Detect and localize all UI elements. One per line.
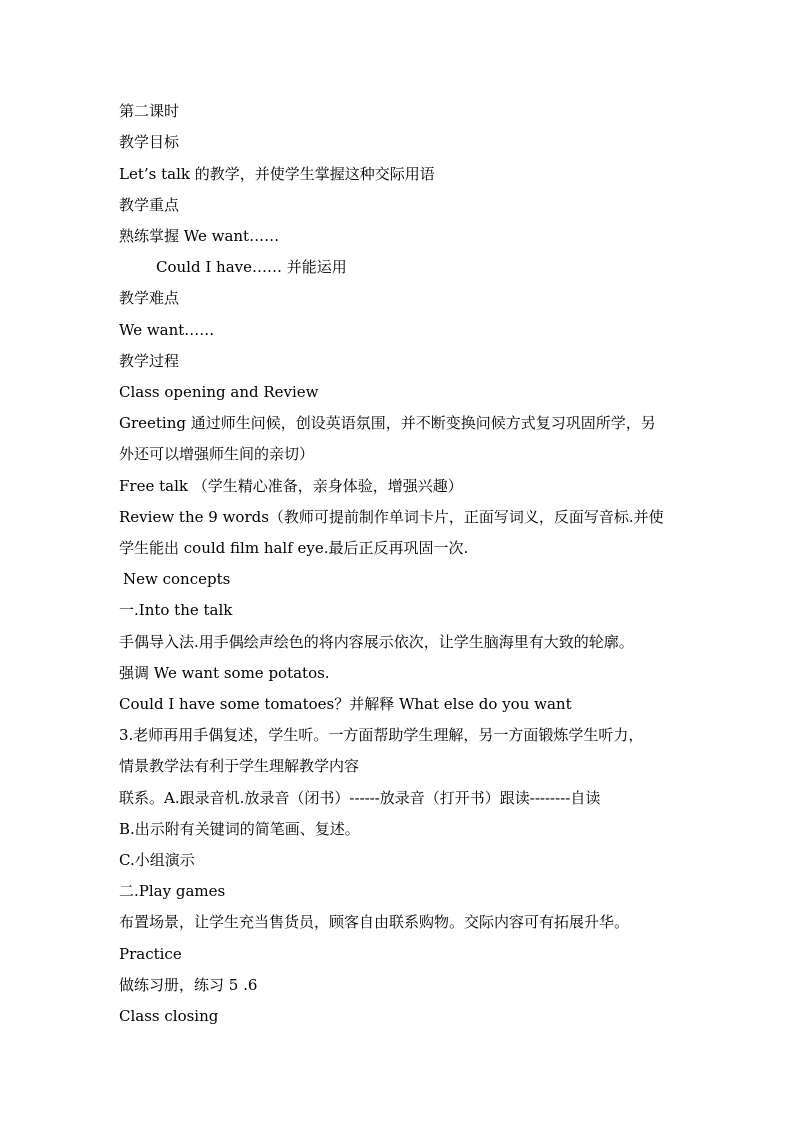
practice-workbook: 做练习册，练习 5 .6 (119, 976, 258, 994)
section-heading-difficulties: 教学难点 (119, 289, 180, 307)
step-into-the-talk: 一.Into the talk (119, 601, 233, 619)
games-description: 布置场景，让学生充当售货员，顾客自由联系购物。交际内容可有拓展升华。 (119, 913, 630, 931)
step-review-line-1: Review the 9 words（教师可提前制作单词卡片，正面写词义，反面写音标.并使 (119, 508, 664, 526)
key-point-line-1: 熟练掌握 We want…… (119, 227, 280, 245)
section-heading-key-points: 教学重点 (119, 196, 180, 214)
step-class-opening: Class opening and Review (119, 383, 319, 401)
section-heading-objectives: 教学目标 (119, 133, 180, 151)
step-class-closing: Class closing (119, 1007, 219, 1025)
practice-sketch: B.出示附有关键词的简笔画、复述。 (119, 820, 360, 838)
step-review-line-2: 学生能出 could film half eye.最后正反再巩固一次. (119, 539, 469, 557)
section-heading-process: 教学过程 (119, 352, 180, 370)
talk-could-i-have: Could I have some tomatoes？并解释 What else do you want (119, 695, 572, 713)
talk-retell-line-1: 3.老师再用手偶复述，学生听。一方面帮助学生理解，另一方面锻炼学生听力， (119, 726, 644, 744)
talk-retell-line-2: 情景教学法有利于学生理解教学内容 (119, 757, 360, 775)
step-free-talk: Free talk （学生精心准备，亲身体验，增强兴趣） (119, 477, 463, 495)
step-practice: Practice (119, 945, 182, 963)
lesson-title: 第二课时 (119, 102, 180, 120)
step-play-games: 二.Play games (119, 882, 226, 900)
talk-puppet-intro: 手偶导入法.用手偶绘声绘色的将内容展示依次，让学生脑海里有大致的轮廓。 (119, 633, 634, 651)
step-greeting-line-1: Greeting 通过师生问候，创设英语氛围，并不断变换问候方式复习巩固所学，另 (119, 414, 656, 432)
step-greeting-line-2: 外还可以增强师生间的亲切） (119, 445, 315, 463)
talk-emphasis: 强调 We want some potatos. (119, 664, 330, 682)
step-new-concepts: New concepts (123, 570, 231, 588)
key-point-line-2: Could I have…… 并能运用 (156, 258, 347, 276)
practice-recording: 联系。A.跟录音机.放录音（闭书）------放录音（打开书）跟读--------自读 (119, 789, 601, 807)
difficulty-text: We want…… (119, 321, 215, 339)
practice-group-demo: C.小组演示 (119, 851, 195, 869)
objective-text: Let’s talk 的教学，并使学生掌握这种交际用语 (119, 165, 435, 183)
